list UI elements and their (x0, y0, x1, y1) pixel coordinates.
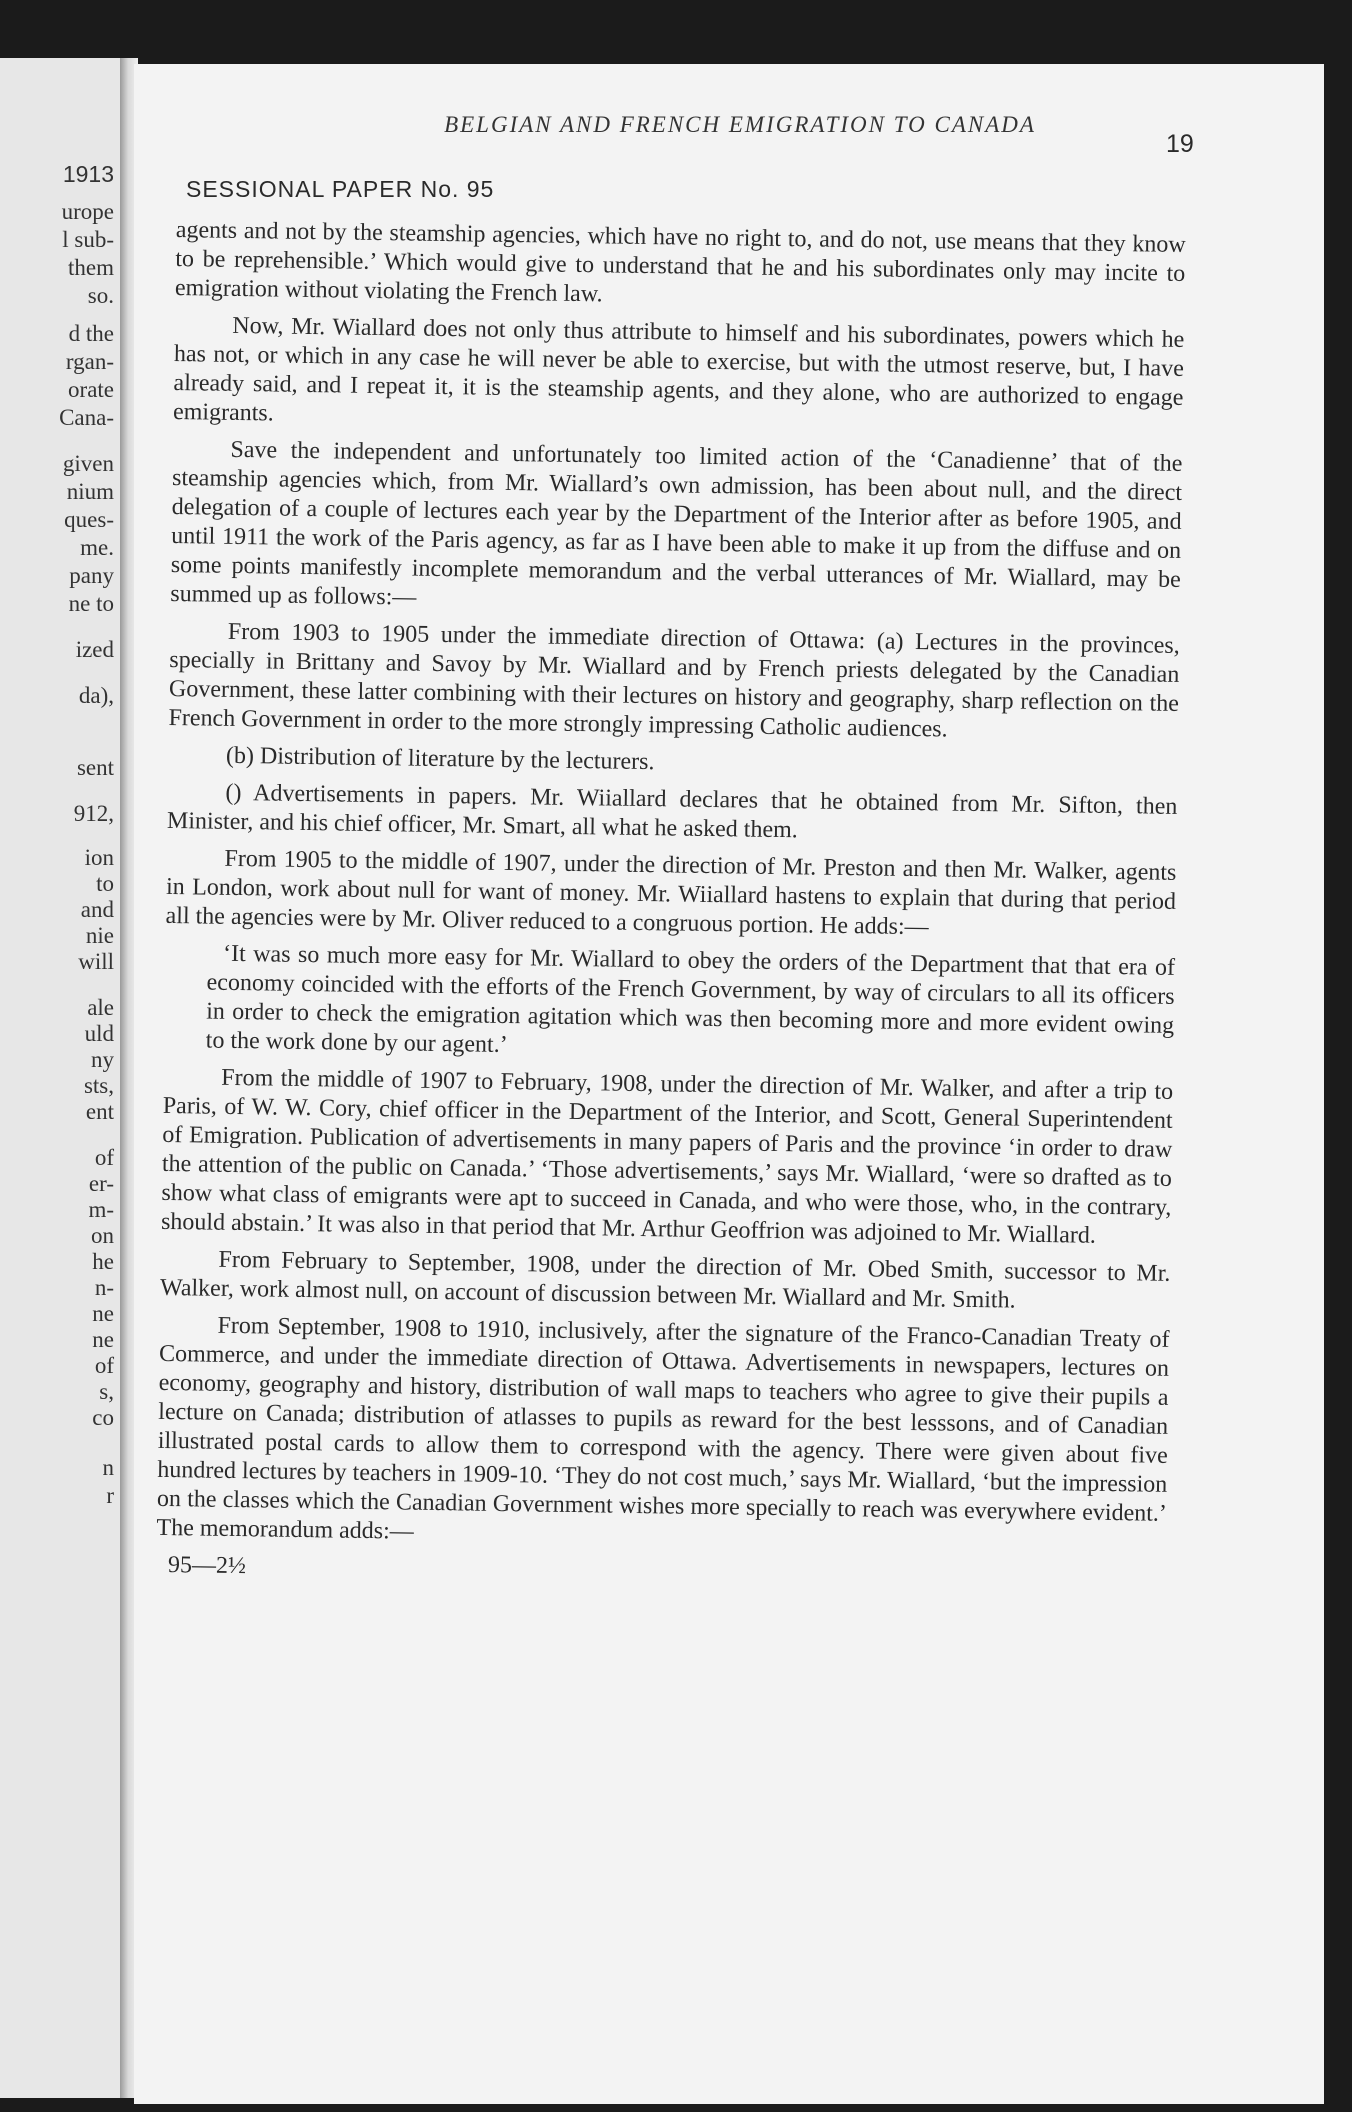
left-page-fragment: co (92, 1405, 114, 1430)
paragraph: (b) Distribution of literature by the lecturers. (225, 742, 655, 776)
sessional-paper-label: SESSIONAL PAPER No. 95 (186, 176, 495, 202)
left-page-fragment: so. (87, 283, 114, 308)
left-page-fragment: sts, (83, 1073, 114, 1098)
left-page-fragment: urope (61, 199, 114, 224)
left-page-fragment: n (102, 1455, 114, 1480)
left-page-fragment: 912, (73, 801, 114, 826)
left-page-fragment: he (92, 1249, 114, 1274)
left-page-fragment: Cana- (59, 405, 114, 430)
left-page-fragment: d the (68, 321, 114, 346)
left-page-fragment: and (80, 897, 114, 922)
left-page-fragment: er- (88, 1171, 114, 1196)
left-page-fragment: da), (78, 683, 114, 708)
paragraph: From September, 1908 to 1910, inclusively, after the signature of the Franco-Canadian Treaty of Commerce, and under the immediate direction of Ottawa. Advertisements in newspapers, lectures on economy, geography and history, distribution of wall maps to teachers who agree to give their pupils a lecture on Canada; distribution of atlasses to pupils as reward for the best lesssons, and of Canadian illustrated postal cards to allow them to correspond with the agency. There were given about five hundred lectures by teachers in 1909-10. ‘They do not cost much,’ says Mr. Wiallard, ‘but the impression on the classes which the Canadian Government wishes more specially to reach was everywhere evident.’ The memorandum adds:— (156, 1312, 1170, 1545)
paragraph: From the middle of 1907 to February, 1908, under the direction of Mr. Walker, and after a trip to Paris, of W. W. Cory, chief officer in the Department of the Interior, and Scott, General Superintendent of Emigration. Publication of advertisements in many papers of Paris and the province ‘in order to draw the attention of the public on Canada.’ ‘Those advertisements,’ says Mr. Wiallard, ‘were so drafted as to show what class of emigrants were apt to succeed in Canada, and who were those, who, in the contrary, should abstain.’ It was also in that period that Mr. Arthur Geoffrion was adjoined to Mr. Wiallard. (160, 1064, 1174, 1249)
left-page-fragment: to (96, 871, 114, 896)
left-page-fragment: of (94, 1145, 114, 1170)
block-quote: ‘It was so much more easy for Mr. Wiallard to obey the orders of the Department that that era of economy coincided with the efforts of the French Government, by way of circulars to all its officers in order to check the emigration agitation which was then becoming more and more evident owing to the work done by our agent.’ (205, 940, 1176, 1059)
left-page-fragment: r (106, 1483, 114, 1508)
left-page-fragment: ne (92, 1327, 114, 1352)
left-page-fragment: nie (85, 923, 114, 948)
left-page-fragment: uld (84, 1021, 114, 1046)
running-head: BELGIAN AND FRENCH EMIGRATION TO CANADA (444, 112, 1036, 137)
paragraph: From February to September, 1908, under the direction of Mr. Obed Smith, successor to Mr. Walker, work almost null, on account of discussion between Mr. Wiallard and Mr. Smith. (159, 1246, 1171, 1314)
left-page-fragment: m- (88, 1197, 114, 1222)
left-page-fragment: ques- (64, 507, 114, 532)
left-page-fragment: 1913 (62, 161, 114, 187)
left-page-fragment: them (68, 255, 114, 280)
left-page-fragment: sent (76, 755, 114, 780)
left-page-fragment: me. (80, 535, 114, 560)
left-page-fragment: ny (91, 1047, 114, 1072)
paragraph: From 1905 to the middle of 1907, under the direction of Mr. Preston and then Mr. Walker, agents in London, work about null for want of money. Mr. Wiiallard hastens to explain that during that period all the agencies were by Mr. Oliver reduced to a congruous portion. He adds:— (165, 845, 1177, 941)
left-page-fragment: ale (87, 995, 114, 1020)
left-page-fragment: ized (75, 637, 114, 662)
left-page-fragment: on (91, 1223, 114, 1248)
left-page-fragment: s, (99, 1379, 114, 1404)
left-page-fragment: pany (69, 563, 114, 588)
signature-mark: 95—2½ (167, 1552, 247, 1580)
left-page-fragment: n- (94, 1275, 114, 1300)
left-page-fragment: orate (68, 377, 114, 402)
left-page-fragment: nium (66, 479, 114, 504)
paragraph: () Advertisements in papers. Mr. Wiiallard declares that he obtained from Mr. Sifton, then Minister, and his chief officer, Mr. Smart, all what he asked them. (166, 779, 1178, 844)
paragraph: agents and not by the steamship agencies, which have no right to, and do not, use means that they know to be reprehensible.’ Which would give to understand that he and his subordinates only may incite to emigration without violating the French law. (174, 216, 1186, 308)
left-page-fragment: rgan- (65, 349, 114, 374)
left-page-fragment: ent (85, 1099, 114, 1124)
left-page-fragment: ion (84, 845, 114, 870)
page-number: 19 (1166, 130, 1194, 158)
left-page-fragment: of (94, 1353, 114, 1378)
paragraph: From 1903 to 1905 under the immediate direction of Ottawa: (a) Lectures in the provinces, specially in Brittany and Savoy by Mr. Wiallard and by French priests delegated by the Canadian Government, these latter combining with their lectures on history and geography, sharp reflection on the French Government in order to the more strongly impressing Catholic audiences. (168, 618, 1180, 743)
left-facing-page (0, 58, 120, 2098)
left-page-fragment: will (78, 949, 114, 974)
page-body (156, 216, 1186, 1595)
left-page-fragment: l sub- (62, 227, 114, 252)
scan-edge (1324, 64, 1352, 2104)
paragraph: Now, Mr. Wiallard does not only thus attribute to himself and his subordinates, powers which he has not, or which in any case he will never be able to exercise, but with the utmost reserve, but, I have already said, and I repeat it, it is the steamship agents, and they alone, who are authorized to engage emigrants. (172, 312, 1185, 427)
left-page-fragment: ne to (68, 591, 114, 616)
paragraph: Save the independent and unfortunately too limited action of the ‘Canadienne’ that of the steamship agencies which, from Mr. Wiallard’s own admission, has been about null, and the direct delegation of a couple of lectures each year by the Department of the Interior after as before 1905, and until 1911 the work of the Paris agency, as far as I have been able to make it up from the diffuse and on some points manifestly incomplete memorandum and the verbal utterances of Mr. Wiallard, may be summed up as follows:— (170, 436, 1183, 611)
left-page-fragment: ne (92, 1301, 114, 1326)
left-page-fragment: given (62, 451, 114, 476)
